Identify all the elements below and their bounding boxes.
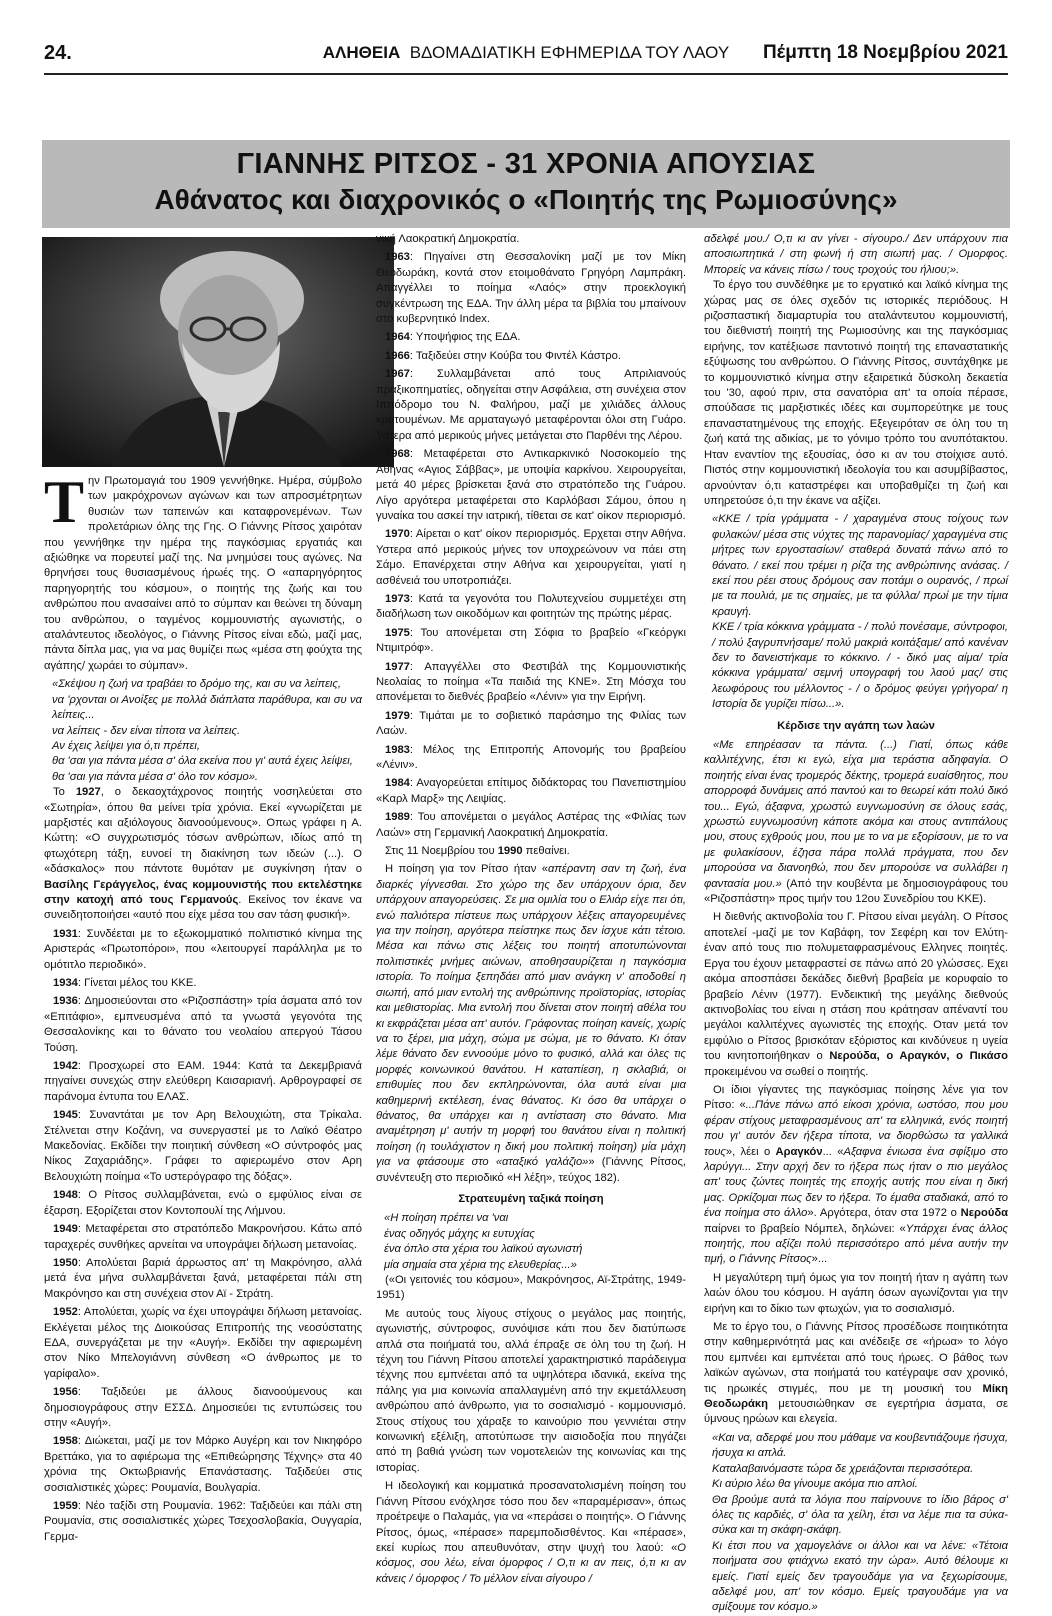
timeline-entry: 1956: Ταξιδεύει με άλλους διανοούμενους και δημοσιογράφους στην ΕΣΣΔ. Δημοσιεύει τις εντυπώσεις του στην «Αυγή».: [44, 1386, 362, 1429]
timeline-entry: 1973: Κατά τα γεγονότα του Πολυτεχνείου συμμετέχει στη διαδήλωση των οικοδόμων και φοιτητών της πρώτης μέρας.: [376, 592, 686, 621]
timeline-entry: 1945: Συναντάται με τον Αρη Βελουχιώτη, στα Τρίκαλα. Στέλνεται στην Κοζάνη, να συνεργαστεί με το Λαϊκό Θέατρο Μακεδονίας. Εκδίδει την ποιητική σύνθεση «Ο σύντροφός μας Νίκος Ζαχαριάδης». Γράφει το αφιερωμένο στον Αρη Βελουχιώτη ποίημα «Το υστερόγραφο της δόξας».: [44, 1109, 362, 1183]
body-paragraph: Οι ίδιοι γίγαντες της παγκόσμιας ποίησης λένε για τον Ρίτσο: «...Πάνε πάνω από είκοσι χρόνια, ωστόσο, που μου φέραν στίχους μεταφρασμένους απ' τα ελληνικά, ενός ποιητή που γι' αυτόν δεν ήξερα τίποτα, να διορθώσω τα γαλλικά τους», λέει ο Αραγκόν... «Αξαφνα ένιωσα ένα σφίξιμο στο λαρύγγι... Στην αρχή δεν το ήξερα πως ήταν ο πιο μεγάλος απ' τους ζώντες ποιητές της εποχής αυτής που είναι η δική μας. Ορκίζομαι πως δεν το ήξερα. Το έμαθα σταδιακά, από το ένα ποίημα στο άλλο». Αργότερα, όταν στα 1972 ο Νερούδα παίρνει το βραβείο Νόμπελ, δηλώνει: «Υπάρχει ένας άλλος ποιητής, που αξίζει πολύ περισσότερο από μένα αυτήν την τιμή, ο Γιάννης Ρίτσος»...: [704, 1083, 1008, 1266]
header-rule: [44, 73, 1008, 75]
final-quote-line: Κι έτσι που να χαμογελάνε οι άλλοι και να λένε: «Τέτοια ποιήματα σου φτιάχνω εκατό την ώρα». Αυτό θέλουμε κι εμείς. Γιατί εμείς δεν τραγουδάμε για να ξεχωρίσουμε, αδελφέ μου, απ' τον κόσμο. Εμείς τραγουδάμε για να σμίξουμε τον κόσμο.»: [712, 1539, 1008, 1614]
timeline-entry: 1931: Συνδέεται με το εξωκομματικό πολιτιστικό κίνημα της Αριστεράς «Πρωτοπόροι», που «λειτουργεί παράλληλα με το ομότιτλο περιοδικό».: [44, 927, 362, 971]
quote-line: μία σημαία στα χέρια της ελευθερίας...»: [384, 1258, 577, 1271]
timeline-entry: 1964: Υποψήφιος της ΕΔΑ.: [385, 331, 521, 344]
timeline-entry: 1942: Προσχωρεί στο ΕΑΜ. 1944: Κατά τα Δεκεμβριανά πηγαίνει συνεχώς στην ελεύθερη Καισαριανή. Αρθρογραφεί σε παράνομα έντυπα του ΕΛΑΣ.: [44, 1060, 362, 1103]
timeline-entry: 1977: Απαγγέλλει στο Φεστιβάλ της Κομμουνιστικής Νεολαίας το ποίημα «Τα παιδιά της ΚΝΕ». Στη Μόσχα του απονέμεται το διεθνές βραβείο «Λένιν» για την Ειρήνη.: [376, 660, 686, 704]
timeline-entry: 1984: Αναγορεύεται επίτιμος διδάκτορας του Πανεπιστημίου «Καρλ Μαρξ» της Λειψίας.: [376, 777, 686, 805]
headline: ΓΙΑΝΝΗΣ ΡΙΤΣΟΣ - 31 ΧΡΟΝΙΑ ΑΠΟΥΣΙΑΣ: [236, 148, 816, 180]
portrait-photo: [42, 237, 394, 467]
headline-band: [42, 140, 1010, 228]
timeline-entry: 1975: Του απονέμεται στη Σόφια το βραβείο «Γκεόργκι Ντιμιτρόφ».: [376, 626, 686, 655]
quote-line: να λείπεις - δεν είναι τίποτα να λείπεις.: [52, 724, 241, 737]
body-paragraph: Με αυτούς τους λίγους στίχους ο μεγάλος μας ποιητής, αγωνιστής, σύντροφος, συνόψισε κάτι που δεν διατύπωσε απλά στα ποιήματά του, αλλά έπραξε σε όλη του τη ζωή. Η τέχνη του Γιάννη Ρίτσου αποτελεί χαρακτηριστικό παράδειγμα τέχνης που εμπνέεται από τα υψηλότερα ιδανικά, εκείνα της πάλης για μια κοινωνία απαλλαγμένη από την εκμετάλλευση ανθρώπου από άνθρωπο, για το σοσιαλισμό - κομμουνισμό. Στους στίχους του χάραξε το καινούριο που γεννιέται στην κοινωνική εξέλιξη, αποτύπωσε την αισιοδοξία που πηγάζει από τη βαθιά γνώση των νομοτελειών της κοινωνίας και της ιστορίας.: [376, 1307, 686, 1474]
quote-line: ένας οδηγός μάχης κι ευτυχίας: [384, 1227, 535, 1240]
timeline-entry: 1959: Νέο ταξίδι στη Ρουμανία. 1962: Ταξιδεύει και πάλι στη Ρουμανία, στις σοσιαλιστικές χώρες Τσεχοσλοβακία, Ουγγαρία, Γερμα-: [44, 1500, 362, 1543]
body-paragraph: Με το έργο του, ο Γιάννης Ρίτσος προσέδωσε ποιητικότητα στην καθημερινότητά μας και ανέδειξε σε «ήρωα» το λόγο που εμπνέει και εμπνέεται από τους ήρωες. Ο βάθος των λαϊκών αγώνων, στα ποιήματά του κατέγραψε σαν χρονικό, τις ηρωικές στιγμές, που με τη μουσική του Μίκη Θεοδωράκη μετουσιώθηκαν σε εγερτήρια άσματα, σε ύμνους ηρώων και ελεγεία.: [704, 1321, 1008, 1426]
quote-line: ένα όπλο στα χέρια του λαϊκού αγωνιστή: [384, 1243, 583, 1256]
paper-tagline: ΒΔΟΜΑΔΙΑΤΙΚΗ ΕΦΗΜΕΡΙΔΑ ΤΟΥ ΛΑΟΥ: [409, 43, 730, 62]
subheading: Κέρδισε την αγάπη των λαών: [777, 719, 935, 732]
paragraph-1927: Το 1927, ο δεκαοχτάχρονος ποιητής νοσηλεύεται στο «Σωτηρία», όπου θα μείνει τρία χρόνια. Εκεί «γνωρίζεται με μαρξιστές και αξιόλογους διανοούμενους». Οπως γράφει η Α. Κώττη: «Ο συγχρωτισμός τόσων ανθρώπων, ιδίως από τη φτωχότερη τάξη, ευνοεί τη διακίνηση των ιδεών (...). Ο «δάσκαλος» που πάντοτε θυμόταν με συγκίνηση ήταν ο Βασίλης Γεράγγελος, ένας κομμουνιστής που εκτελέστηκε στην κατοχή από τους Γερμανούς. Εκείνος τον έκανε να συνειδητοποιήσει «αυτό που είχε μέσα του σαν τάση φυσική».: [44, 786, 363, 922]
body-paragraph: Η ιδεολογική και κομματικά προσανατολισμένη ποίηση του Γιάννη Ρίτσου ενόχλησε τόσο που δεν «παραμέρισαν», όπως προέτρεψε ο Παλαμάς, για να «περάσει ο ποιητής». Ο Γιάννης Ρίτσος, όμως, «πέρασε» παρεμποδισθέντος. Και «πέρασε», εκεί κυρίως που απευθυνόταν, στην ψυχή του λαού: «Ο κόσμος, σου λέω, είναι όμορφος / Ο,τι κι αν πεις, ό,τι κι αν κάνεις / όμορφος / Το μέλλον είναι σίγουρο /: [376, 1480, 686, 1585]
body-paragraph: Το έργο του συνδέθηκε με το εργατικό και λαϊκό κίνημα της χώρας μας σε όλες σχεδόν τις ιστορικές περιόδους. Η ριζοσπαστική διαμαρτυρία του αταλάντευτου κομμουνιστή, του διεθνιστή ποιητή της Ρωμιοσύνης και της παγκόσμιας ειρήνης, τον κατέξιωσε παντοτινό ποιητή της επαναστατικής εξύψωσης του ανθρώπου. Ο Γιάννης Ρίτσος, συντάχθηκε με το κομμουνιστικό κίνημα στην εξαιρετικά δύσκολη δεκαετία του '30, αφού πριν, στα σανατόρια απ' τα οποία πέρασε, σπούδασε τις μαρξιστικές ιδέες και συμπορεύτηκε με τους επαναστατημένους της εποχής. Εξεγειρόταν σε όλη του τη ζωή κατά της αδικίας, με το γόνιμο τρόπο του ανυπότακτου. Ηταν εναντίον της εξουσίας, όσο κι αν του στοίχισε αυτό. Πιστός στην κομμουνιστική ιδεολογία του και ασυμβίβαστος, αρνούνταν ό,τι καταστρέφει και υποβαθμίζει τη ζωή και υπηρετούσε ό,τι την έκανε να αξίζει.: [704, 279, 1008, 507]
subheading: Στρατευμένη ταξικά ποίηση: [458, 1192, 604, 1205]
quote-source: («Οι γειτονιές του κόσμου», Μακρόνησος, Αϊ-Στράτης, 1949-1951): [376, 1274, 686, 1302]
quote-line: «Σκέψου η ζωή να τραβάει το δρόμο της, και συ να λείπεις,: [52, 678, 341, 691]
article-column-2: [376, 232, 686, 1590]
timeline-entry: 1966: Ταξιδεύει στην Κούβα του Φιντέλ Κάστρο.: [385, 349, 621, 362]
poetry-paragraph: Η ποίηση για τον Ρίτσο ήταν «απέραντη σαν τη ζωή, ένα διαρκές γίγνεσθαι. Στο χώρο της δεν υπάρχουν όρια, δεν υπάρχουν απαγορεύσεις. Σε μια ομιλία του ο Ελιάρ είχε πει ότι, ενώ παλιότερα πίστευε πως υπάρχουν λέξεις απαγορευμένες για την ποίηση, αργότερα πείστηκε πως δεν ίσχυε κάτι τέτοιο. Μέσα και πάνω στις λέξεις του ποιητή αποτυπώνονται πολιτιστικές μνήμες αιώνων, αποθησαυρίζεται η παγκόσμια ιστορία. Το ποίημα ξεπηδάει από μιαν ανάγκη ν' αποδοθεί η σιωπή, από μιαν εντολή της ανθρώπινης προϊστορίας, ιστορίας και μεθιστορίας. Μια εντολή που δίνεται στον ποιητή αθέλα του κι εκφράζεται μέσα απ' αυτόν. Γράφοντας ποίηση κανείς, χωρίς να το ξέρει, μια μάχη, σώμα με σώμα, με το θάνατο. Κι όταν λέμε θάνατο δεν εννοούμε μόνο το φυσικό, αλλά και όλες τις μορφές κοινωνικού θανάτου. Η καταπίεση, η σκλαβιά, οι επιθυμίες που δεν εκπληρώνονται, όλα αυτά είναι μια καθημερινή εκτέλεση, ένας θάνατος. Κι όσο θα υπάρχει ο θάνατος, θα υπάρχει και η αντίσταση στο θάνατο. Μια αναμέτρηση μ' αυτήν τη μορφή του θανάτου είναι η πολιτική ποίηση (η τουλάχιστον η δική μου πολιτική ποίηση) μία μάχη για να φτάσουμε στο «αταξικό γαλάζιο»» (Γιάννης Ρίτσος, συνέντευξη στο περιοδικό «Η λέξη», τεύχος 182).: [376, 863, 686, 1184]
quote-line: Αν έχεις λείψει για ό,τι πρέπει,: [52, 739, 200, 752]
issue-date: Πέμπτη 18 Νοεμβρίου 2021: [762, 42, 1008, 63]
paper-name: ΑΛΗΘΕΙΑ: [322, 43, 401, 62]
final-quote-line: Θα βρούμε αυτά τα λόγια που παίρνουνε το ίδιο βάρος σ' όλες τις καρδιές, σ' όλα τα χείλη, έτσι να λέμε πια τα σύκα-σύκα και τη σκάφη-σκάφη.: [712, 1493, 1008, 1537]
article-column-3: [704, 232, 1008, 1616]
drop-cap: Τ: [44, 469, 85, 535]
quote-line: θα 'σαι για πάντα μέσα σ' όλο τον κόσμο».: [52, 770, 259, 783]
timeline-entry: 1963: Πηγαίνει στη Θεσσαλονίκη μαζί με τον Μίκη Θεοδωράκη, κοντά στον ετοιμοθάνατο Γρηγόρη Λαμπράκη. Απαγγέλλει το ποίημα «Λαός» στην προεκλογική συγκέντρωση της ΕΔΑ. Την άλλη μέρα τα βιβλία του μπαίνουν στο κυβερνητικό Index.: [376, 251, 686, 326]
timeline-entry: 1949: Μεταφέρεται στο στρατόπεδο Μακρονήσου. Κάτω από ταραχερές συνθήκες αρνείται να υπογράψει δήλωση μετανοίας.: [44, 1223, 362, 1251]
page-number: 24.: [44, 42, 72, 64]
timeline-entry: 1936: Δημοσιεύονται στο «Ριζοσπάστη» τρία άσματα από τον «Επιτάφιο», εμπνευσμένα από τα γνωστά γεγονότα της Θεσσαλονίκης και το θάνατο του νεολαίου απεργού Τάσου Τούση.: [44, 995, 362, 1054]
article-column-1: [44, 469, 363, 1548]
timeline-entry: 1968: Μεταφέρεται στο Αντικαρκινικό Νοσοκομείο της Αθήνας «Αγιος Σάββας», με υποψία καρκίνου. Χειρουργείται, μετά 40 μέρες βρίσκεται ξανά στο στρατόπεδο της Γυάρου. Λίγο αργότερα μεταφέρεται στο Καρλόβασι Σάμου, όπου η γυναίκα του ασκεί την ιατρική, τίθεται σε κατ' οίκον περιορισμό.: [376, 448, 686, 522]
quote-line: θα 'σαι για πάντα μέσα σ' όλα εκείνα που γι' αυτά έχεις λείψει,: [52, 755, 353, 768]
timeline-entry: 1983: Μέλος της Επιτροπής Απονομής του βραβείου «Λένιν».: [376, 743, 686, 771]
kke-poem: «ΚΚΕ / τρία γράμματα - / χαραγμένα στους τοίχους των φυλακών/ μέσα στις νύχτες της παρανομίας/ χαραγμένα στις μήτρες των εργοστασίων/ σταθερά δυνατά πάνω από το θάνατο. / εκεί που τρέμει η ρίζα της ανθρώπινης ανάσας. / εκεί που ρέει στους δρόμους σαν ποτάμι ο ουρανός, / πρωί με τα πουλιά, με τις σημαίες, με τα φύλλα/ πρωί με την τίμια κραυγή.: [712, 513, 1008, 618]
death-paragraph: Στις 11 Νοεμβρίου του 1990 πεθαίνει.: [385, 845, 570, 858]
timeline-entry: 1970: Αίρεται ο κατ' οίκον περιορισμός. Ερχεται στην Αθήνα. Υστερα από μερικούς μήνες τον υποχρεώνουν να πάει στη Σάμο. Επανέρχεται στην Αθήνα και χειρουργείται, γιατί η ασθένειά του υποτροπιάζει.: [376, 528, 686, 587]
kke-poem: ΚΚΕ / τρία κόκκινα γράμματα - / πολύ πονέσαμε, σύντροφοι, / πολύ ξαγρυπνήσαμε/ πολύ μακριά κοιτάξαμε/ από κανέναν δεν το δανειστήκαμε το κόκκινο. / - δικό μας αίμα/ τρία κόκκινα γράμματα/ σεμνή υπογραφή του λαού μας/ στις λεωφόρους του μέλλοντος - / ο δρόμος φεύγει γρήγορα/ η Ιστορία δε γυρίζει πίσω...».: [712, 621, 1008, 711]
timeline-entry: 1967: Συλλαμβάνεται από τους Απριλιανούς πραξικοπηματίες, οδηγείται στην Ασφάλεια, στη συνέχεια στον Ιππόδρομο του Ν. Φαλήρου, μαζί με χιλιάδες άλλους κρατουμένων. Με αρματαγωγό μεταφέρονται όλοι στη Γυάρο. Υστερα από μερικούς μήνες μετάγεται στο Παρθένι της Λέρου.: [376, 368, 686, 442]
final-quote-line: «Και να, αδερφέ μου που μάθαμε να κουβεντιάζουμε ήσυχα, ήσυχα κι απλά.: [712, 1431, 1008, 1460]
body-paragraph: «Με επηρέασαν τα πάντα. (...) Γιατί, όπως κάθε καλλιτέχνης, έτσι κι εγώ, είχα μια τεράστια αδηφαγία. Ο ποιητής είναι ένας τρομερός δέκτης, τρομερά ευαίσθητος, που απορροφά δυνάμεις από παντού και το θεωρεί κάτι πολύ δικό του... Εγώ, άξαφνα, χρωστώ ευγνωμοσύνη σε όλους εσάς, χρωστώ ευγνωμοσύνη κάποτε ακόμα και στους αντιπάλους μου, στους εχθρούς μου, που με το να με εξορίσουν, με το να με φυλακίσουν, έζησα πάρα πολλά πράγματα, που δεν μπορούσα να διανοηθώ, που δεν μπορούσε να συλλάβει η φαντασία μου.» (Από την κουβέντα με δημοσιογράφους του «Ριζοσπάστη» προς τιμήν του 12ου Συνεδρίου του ΚΚΕ).: [704, 739, 1008, 906]
continued-quote: αδελφέ μου./ Ο,τι κι αν γίνει - σίγουρο./ Δεν υπάρχουν πια αποσιωπητικά / στη φωνή ή στη σιωπή μας. / Ομορφος. Μπορείς να κάνεις πίσω / τους τροχούς του ήλιου;».: [704, 233, 1008, 276]
lead-paragraph: Την Πρωτομαγιά του 1909 γεννήθηκε. Ημέρα, σύμβολο των μακρόχρονων αγώνων και των απροσμέτρητων θυσιών των ταπεινών και καταφρονεμένων. Των προλετάριων όλης της Γης. Ο Γιάννης Ρίτσος χαιρόταν που γεννήθηκε την ημέρα της παγκόσμιας εργατιάς και αξιώθηκε να πορευτεί μαζί της. Να μνημύσει τους αγώνες. Να θρηνήσει τους θυσιασμένους ήρωές της. Ο «απαρηγόρητος παρηγορητής του κόσμου», ο ποιητής της ζωής και του ανθρώπου που ανασαίνει από το σύμπαν και θεώνει τη δύναμη του ανθρώπου, ο ταγμένος κομμουνιστής αγωνιστής, ο αταλάντευτος ιδεολόγος, ο Γιάννης Ρίτσος είναι εδώ, μαζί μας, πάντα δίπλα μας, για να μας θυμίζει πως «μέσα στη φούχτα της αγάπης/ χωράει το σύμπαν».: [44, 469, 362, 672]
timeline-entry: 1979: Τιμάται με το σοβιετικό παράσημο της Φιλίας των Λαών.: [376, 709, 686, 738]
subheadline: Αθάνατος και διαχρονικός ο «Ποιητής της Ρωμιοσύνης»: [154, 184, 898, 215]
page-header: [44, 42, 1008, 70]
final-quote-line: Καταλαβαινόμαστε τώρα δε χρειάζονται περισσότερα.: [712, 1462, 974, 1475]
timeline-entry: 1989: Του απονέμεται ο μεγάλος Αστέρας της «Φιλίας των Λαών» στη Γερμανική Λαοκρατική Δημοκρατία.: [376, 811, 686, 839]
timeline-entry: 1948: Ο Ρίτσος συλλαμβάνεται, ενώ ο εμφύλιος είναι σε έξαρση. Εξορίζεται στον Κοντοπουλί της Λήμνου.: [44, 1189, 362, 1217]
timeline-entry: 1950: Απολύεται βαριά άρρωστος απ' τη Μακρόνησο, αλλά μετά ένα μήνα συλλαμβάνεται ξανά, μεταφέρεται πάλι στη Μακρόνησο και στη συνέχεια στον Αϊ - Στράτη.: [44, 1256, 362, 1300]
body-paragraph: Η μεγαλύτερη τιμή όμως για τον ποιητή ήταν η αγάπη των λαών όλου του κόσμου. Η αγάπη όσων αγωνίζονται για την ειρήνη και το δίκιο των φτωχών, για το σοσιαλισμό.: [704, 1271, 1008, 1315]
final-quote-line: Κι αύριο λέω θα γίνουμε ακόμα πιο απλοί.: [712, 1478, 918, 1491]
quote-line: «Η ποίηση πρέπει να 'ναι: [384, 1212, 509, 1225]
quote-line: να 'ρχονται οι Ανοίξες με πολλά διάπλατα παράθυρα, και συ να λείπεις...: [52, 693, 362, 722]
portrait-illustration: [42, 237, 394, 467]
timeline-entry: 1958: Διώκεται, μαζί με τον Μάρκο Αυγέρη και τον Νικηφόρο Βρεττάκο, για το αφιέρωμα της «Επιθεώρησης Τέχνης» στα 40 χρόνια της Οκτωβριανής Επανάστασης. Ταξιδεύει στις σοσιαλιστικές χώρες: Ρουμανία, Βουλγαρία.: [44, 1435, 362, 1494]
timeline-entry: 1934: Γίνεται μέλος του ΚΚΕ.: [53, 977, 197, 989]
continued-text: νική Λαοκρατική Δημοκρατία.: [376, 233, 520, 245]
timeline-entry: 1952: Απολύεται, χωρίς να έχει υπογράψει δήλωση μετανοίας. Εκλέγεται μέλος της Διοικούσας Επιτροπής της νεοσύστατης ΕΔΑ, συνεργάζεται με την «Αυγή». Εκδίδει την αφιερωμένη στον Νίκο Μπελογιάννη σύνθεση «Ο άνθρωπος με το γαρίφαλο».: [44, 1306, 362, 1380]
body-paragraph: Η διεθνής ακτινοβολία του Γ. Ρίτσου είναι μεγάλη. Ο Ρίτσος αποτελεί -μαζί με τον Καβάφη, τον Σεφέρη και τον Ελύτη- έναν από τους πιο πολυμεταφρασμένους Ελληνες ποιητές. Εργα του έχουν μεταφραστεί σε πάνω από 20 γλώσσες. Εχει ακόμα αποσπάσει δεκάδες διεθνή βραβεία με κορυφαίο το βραβείο Λένιν (1977). Ενδεικτική της μεγάλης διεθνούς ακτινοβολίας του είναι η στάση που κράτησαν απέναντί του μεγάλοι καλλιτέχνες αγωνιστές της εποχής. Οταν μετά τον εμφύλιο ο Ρίτσος βρισκόταν εξόριστος και κινδύνευε η υγεία του κινητοποιήθηκαν ο Νερούδα, ο Αραγκόν, ο Πικάσο προκειμένου να σωθεί ο ποιητής.: [704, 911, 1008, 1078]
